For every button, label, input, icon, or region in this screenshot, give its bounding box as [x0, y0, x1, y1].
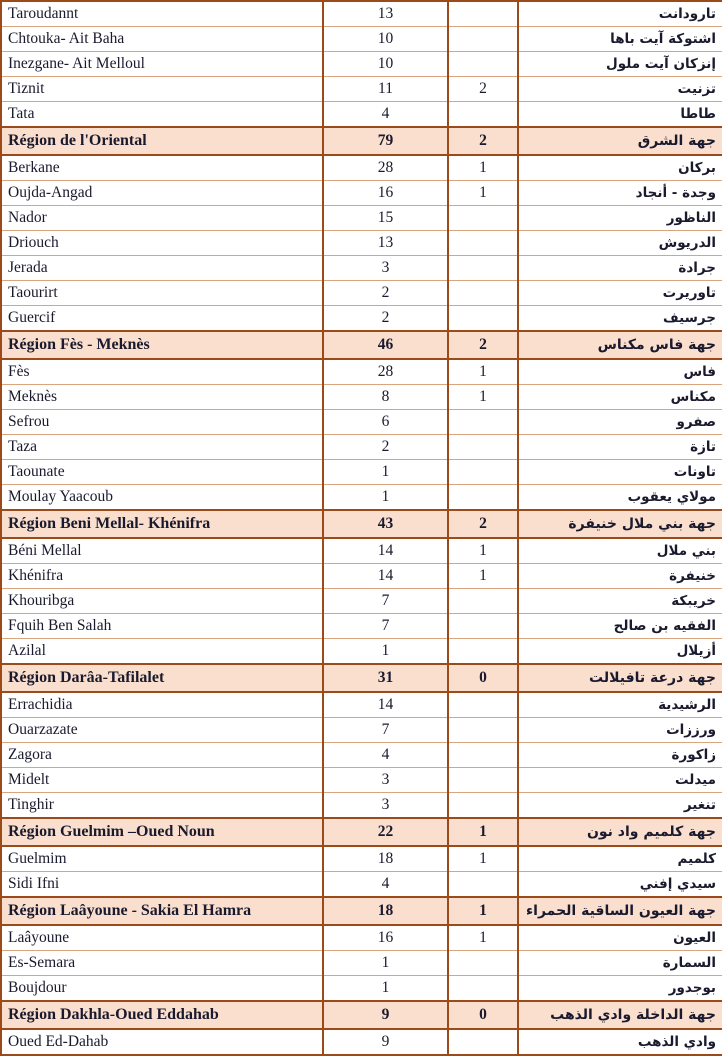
value-secondary: [448, 281, 518, 306]
district-row: [1, 925, 722, 951]
district-name-fr: Sidi Ifni: [1, 872, 323, 898]
region-name-ar: جهة بني ملال خنيفرة: [518, 510, 722, 538]
value-secondary: [448, 435, 518, 460]
value-primary: 1: [323, 460, 448, 485]
value-primary: 43: [323, 510, 448, 538]
district-name-fr: Midelt: [1, 768, 323, 793]
district-row: [1, 102, 722, 128]
district-row: [1, 614, 722, 639]
region-name-ar: جهة درعة تافيلالت: [518, 664, 722, 692]
district-row: [1, 435, 722, 460]
value-primary: 9: [323, 1001, 448, 1029]
value-secondary: 1: [448, 818, 518, 846]
value-secondary: [448, 768, 518, 793]
region-name-ar: جهة الداخلة وادي الذهب: [518, 1001, 722, 1029]
value-secondary: [448, 793, 518, 819]
district-name-ar: ميدلت: [518, 768, 722, 793]
district-name-fr: Nador: [1, 206, 323, 231]
value-primary: 2: [323, 435, 448, 460]
district-row: [1, 359, 722, 385]
district-name-fr: Oued Ed-Dahab: [1, 1029, 323, 1055]
district-row: [1, 460, 722, 485]
district-name-fr: Taourirt: [1, 281, 323, 306]
value-primary: 7: [323, 718, 448, 743]
value-secondary: 2: [448, 77, 518, 102]
region-name-fr: Région Beni Mellal- Khénifra: [1, 510, 323, 538]
value-primary: 3: [323, 793, 448, 819]
region-name-fr: Région Laâyoune - Sakia El Hamra: [1, 897, 323, 925]
value-secondary: 1: [448, 155, 518, 181]
district-name-ar: سيدي إفني: [518, 872, 722, 898]
value-secondary: [448, 976, 518, 1002]
value-primary: 31: [323, 664, 448, 692]
district-name-ar: اشتوكة آيت باها: [518, 27, 722, 52]
district-name-fr: Laâyoune: [1, 925, 323, 951]
value-secondary: 1: [448, 385, 518, 410]
value-primary: 46: [323, 331, 448, 359]
district-name-fr: Guercif: [1, 306, 323, 332]
district-row: [1, 768, 722, 793]
value-primary: 3: [323, 768, 448, 793]
value-secondary: 0: [448, 1001, 518, 1029]
district-name-ar: وجدة - أنجاد: [518, 181, 722, 206]
value-secondary: [448, 692, 518, 718]
value-primary: 16: [323, 181, 448, 206]
district-name-fr: Khénifra: [1, 564, 323, 589]
region-total-row: [1, 897, 722, 925]
district-name-fr: Oujda-Angad: [1, 181, 323, 206]
district-name-ar: الناظور: [518, 206, 722, 231]
district-row: [1, 951, 722, 976]
district-name-fr: Tata: [1, 102, 323, 128]
district-row: [1, 1, 722, 27]
district-name-ar: فاس: [518, 359, 722, 385]
district-row: [1, 872, 722, 898]
district-row: [1, 206, 722, 231]
district-name-fr: Driouch: [1, 231, 323, 256]
district-row: [1, 538, 722, 564]
district-name-ar: تازة: [518, 435, 722, 460]
district-name-fr: Tiznit: [1, 77, 323, 102]
value-secondary: [448, 410, 518, 435]
district-row: [1, 231, 722, 256]
value-primary: 1: [323, 485, 448, 511]
district-name-fr: Taroudannt: [1, 1, 323, 27]
region-name-fr: Région de l'Oriental: [1, 127, 323, 155]
value-primary: 15: [323, 206, 448, 231]
value-primary: 28: [323, 359, 448, 385]
value-secondary: [448, 256, 518, 281]
district-name-fr: Guelmim: [1, 846, 323, 872]
district-name-fr: Khouribga: [1, 589, 323, 614]
district-name-ar: بني ملال: [518, 538, 722, 564]
district-name-ar: زاكورة: [518, 743, 722, 768]
value-secondary: [448, 231, 518, 256]
region-name-fr: Région Darâa-Tafilalet: [1, 664, 323, 692]
district-name-ar: بوجدور: [518, 976, 722, 1002]
region-total-row: [1, 664, 722, 692]
district-row: [1, 589, 722, 614]
district-name-fr: Berkane: [1, 155, 323, 181]
value-secondary: [448, 718, 518, 743]
district-name-ar: مكناس: [518, 385, 722, 410]
district-name-ar: تارودانت: [518, 1, 722, 27]
district-name-ar: الفقيه بن صالح: [518, 614, 722, 639]
value-secondary: [448, 206, 518, 231]
region-name-ar: جهة الشرق: [518, 127, 722, 155]
district-name-fr: Zagora: [1, 743, 323, 768]
value-secondary: [448, 27, 518, 52]
value-secondary: 1: [448, 181, 518, 206]
value-primary: 22: [323, 818, 448, 846]
table-body: [1, 1, 722, 1055]
value-primary: 18: [323, 846, 448, 872]
value-secondary: 1: [448, 538, 518, 564]
district-row: [1, 27, 722, 52]
district-row: [1, 1029, 722, 1055]
district-name-fr: Meknès: [1, 385, 323, 410]
value-secondary: [448, 614, 518, 639]
district-name-ar: تاونات: [518, 460, 722, 485]
district-name-ar: صفرو: [518, 410, 722, 435]
district-name-ar: بركان: [518, 155, 722, 181]
value-secondary: 0: [448, 664, 518, 692]
district-name-ar: إنزكان آيت ملول: [518, 52, 722, 77]
value-primary: 13: [323, 231, 448, 256]
district-name-ar: تاوريرت: [518, 281, 722, 306]
district-row: [1, 410, 722, 435]
district-row: [1, 639, 722, 665]
district-name-fr: Boujdour: [1, 976, 323, 1002]
district-name-ar: طاطا: [518, 102, 722, 128]
value-primary: 1: [323, 951, 448, 976]
value-primary: 10: [323, 27, 448, 52]
value-secondary: [448, 485, 518, 511]
district-row: [1, 256, 722, 281]
district-row: [1, 281, 722, 306]
district-name-ar: وادي الذهب: [518, 1029, 722, 1055]
district-row: [1, 181, 722, 206]
value-primary: 7: [323, 614, 448, 639]
region-total-row: [1, 331, 722, 359]
district-row: [1, 564, 722, 589]
value-primary: 14: [323, 564, 448, 589]
value-primary: 6: [323, 410, 448, 435]
value-secondary: [448, 102, 518, 128]
value-secondary: [448, 1, 518, 27]
value-primary: 16: [323, 925, 448, 951]
value-primary: 13: [323, 1, 448, 27]
district-name-ar: العيون: [518, 925, 722, 951]
value-secondary: [448, 872, 518, 898]
district-name-ar: خنيفرة: [518, 564, 722, 589]
district-name-fr: Taza: [1, 435, 323, 460]
district-name-fr: Jerada: [1, 256, 323, 281]
region-name-fr: Région Guelmim –Oued Noun: [1, 818, 323, 846]
value-secondary: [448, 1029, 518, 1055]
value-secondary: [448, 52, 518, 77]
district-name-fr: Chtouka- Ait Baha: [1, 27, 323, 52]
district-row: [1, 743, 722, 768]
value-primary: 7: [323, 589, 448, 614]
value-secondary: [448, 460, 518, 485]
district-name-fr: Errachidia: [1, 692, 323, 718]
value-primary: 4: [323, 743, 448, 768]
value-primary: 18: [323, 897, 448, 925]
value-secondary: 1: [448, 564, 518, 589]
value-primary: 14: [323, 692, 448, 718]
district-name-fr: Fès: [1, 359, 323, 385]
value-secondary: 2: [448, 331, 518, 359]
region-name-fr: Région Fès - Meknès: [1, 331, 323, 359]
value-primary: 1: [323, 976, 448, 1002]
district-name-fr: Fquih Ben Salah: [1, 614, 323, 639]
district-row: [1, 846, 722, 872]
value-primary: 3: [323, 256, 448, 281]
district-name-fr: Béni Mellal: [1, 538, 323, 564]
district-row: [1, 793, 722, 819]
district-name-fr: Moulay Yaacoub: [1, 485, 323, 511]
value-secondary: [448, 951, 518, 976]
district-name-fr: Taounate: [1, 460, 323, 485]
value-secondary: [448, 589, 518, 614]
district-name-ar: ورززات: [518, 718, 722, 743]
region-total-row: [1, 510, 722, 538]
value-secondary: [448, 306, 518, 332]
value-secondary: 1: [448, 925, 518, 951]
region-name-fr: Région Dakhla-Oued Eddahab: [1, 1001, 323, 1029]
district-name-fr: Azilal: [1, 639, 323, 665]
district-name-ar: تزنيت: [518, 77, 722, 102]
district-row: [1, 77, 722, 102]
district-row: [1, 385, 722, 410]
region-total-row: [1, 818, 722, 846]
value-secondary: 1: [448, 897, 518, 925]
value-secondary: [448, 639, 518, 665]
district-name-fr: Ouarzazate: [1, 718, 323, 743]
value-primary: 11: [323, 77, 448, 102]
district-row: [1, 52, 722, 77]
district-row: [1, 155, 722, 181]
district-row: [1, 485, 722, 511]
value-primary: 9: [323, 1029, 448, 1055]
value-primary: 1: [323, 639, 448, 665]
region-total-row: [1, 127, 722, 155]
value-primary: 10: [323, 52, 448, 77]
district-row: [1, 306, 722, 332]
district-row: [1, 718, 722, 743]
value-primary: 2: [323, 306, 448, 332]
district-name-ar: السمارة: [518, 951, 722, 976]
district-row: [1, 976, 722, 1002]
district-name-fr: Es-Semara: [1, 951, 323, 976]
value-secondary: [448, 743, 518, 768]
district-name-ar: تنغير: [518, 793, 722, 819]
district-name-ar: خريبكة: [518, 589, 722, 614]
district-name-ar: مولاي يعقوب: [518, 485, 722, 511]
district-name-ar: أزيلال: [518, 639, 722, 665]
district-name-fr: Inezgane- Ait Melloul: [1, 52, 323, 77]
value-secondary: 1: [448, 359, 518, 385]
region-name-ar: جهة العيون الساقية الحمراء: [518, 897, 722, 925]
district-row: [1, 692, 722, 718]
region-total-row: [1, 1001, 722, 1029]
district-name-ar: جرادة: [518, 256, 722, 281]
value-secondary: 2: [448, 510, 518, 538]
district-name-fr: Tinghir: [1, 793, 323, 819]
value-primary: 4: [323, 872, 448, 898]
value-primary: 14: [323, 538, 448, 564]
value-primary: 79: [323, 127, 448, 155]
district-name-ar: الدريوش: [518, 231, 722, 256]
value-secondary: 1: [448, 846, 518, 872]
value-primary: 2: [323, 281, 448, 306]
district-name-ar: الرشيدية: [518, 692, 722, 718]
district-name-fr: Sefrou: [1, 410, 323, 435]
value-primary: 8: [323, 385, 448, 410]
region-name-ar: جهة كلميم واد نون: [518, 818, 722, 846]
region-name-ar: جهة فاس مكناس: [518, 331, 722, 359]
value-secondary: 2: [448, 127, 518, 155]
district-name-ar: جرسيف: [518, 306, 722, 332]
district-name-ar: كلميم: [518, 846, 722, 872]
value-primary: 28: [323, 155, 448, 181]
value-primary: 4: [323, 102, 448, 128]
